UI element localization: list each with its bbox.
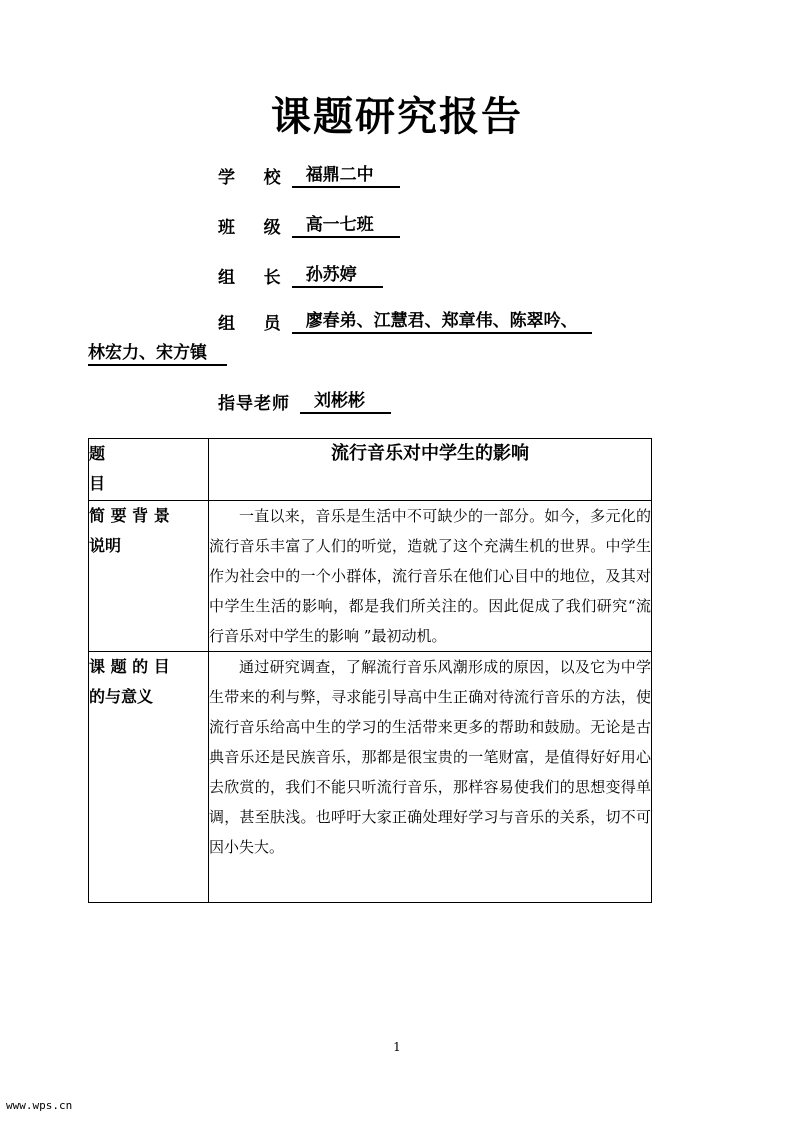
purpose-paragraph: 通过研究调查，了解流行音乐风潮形成的原因，以及它为中学生带来的利与弊，寻求能引导高中生正确对待流行音乐的方法，使流行音乐给高中生的学习的生活带来更多的帮助和鼓励。无论是古典音乐还是民族音乐，那都是很宝贵的一笔财富，是值得好好用心去欣赏的，我们不能只听流行音乐，那样容易使我们的思想变得单调，甚至肤浅。也呼吁大家正确处理好学习与音乐的关系，切不可因小失大。 bbox=[209, 657, 651, 856]
row-label-line: 目 bbox=[89, 474, 106, 494]
school-label: 学 校 bbox=[218, 168, 282, 188]
watermark: www.wps.cn bbox=[6, 1099, 73, 1112]
meta-row-leader bbox=[88, 260, 708, 288]
leader-label: 组 长 bbox=[218, 268, 282, 288]
header-meta-block bbox=[88, 160, 708, 424]
meta-row-school bbox=[88, 160, 708, 188]
class-value[interactable]: 高一七班 bbox=[292, 210, 400, 238]
meta-row-members bbox=[88, 306, 708, 334]
report-table bbox=[88, 438, 652, 903]
teacher-label: 指导老师 bbox=[218, 394, 290, 414]
teacher-value[interactable]: 刘彬彬 bbox=[300, 386, 391, 414]
class-label: 班 级 bbox=[218, 218, 282, 238]
members-label: 组 员 bbox=[218, 314, 282, 334]
page-title: 课题研究报告 bbox=[271, 94, 523, 140]
table-row bbox=[89, 651, 652, 902]
meta-row-teacher bbox=[88, 386, 708, 414]
row-label-line: 课 题 的 目 bbox=[89, 656, 170, 676]
meta-row-members-continued bbox=[88, 338, 708, 366]
members-value-continued[interactable]: 林宏力、宋方镇 bbox=[88, 338, 227, 366]
background-paragraph: 一直以来，音乐是生活中不可缺少的一部分。如今，多元化的流行音乐丰富了人们的听觉，造就了这个充满生机的世界。中学生作为社会中的一个小群体，流行音乐在他们心目中的地位，及其对中学生生活的影响，都是我们所关注的。因此促成了我们研究“流行音乐对中学生的影响 ”最初动机。 bbox=[209, 506, 651, 645]
row-label-line: 题 bbox=[89, 444, 106, 463]
row-label-line: 说明 bbox=[89, 536, 122, 556]
row-content-background bbox=[209, 500, 652, 651]
row-content-topic: 流行音乐对中学生的影响 bbox=[209, 439, 652, 501]
meta-row-class bbox=[88, 210, 708, 238]
members-value[interactable]: 廖春弟、江慧君、郑章伟、陈翠吟、 bbox=[292, 306, 592, 334]
table-row bbox=[89, 439, 652, 501]
row-label-background bbox=[89, 500, 209, 651]
table-row bbox=[89, 500, 652, 651]
row-label-line: 的与意义 bbox=[89, 687, 154, 707]
page-number: 1 bbox=[393, 1040, 401, 1054]
row-content-purpose bbox=[209, 651, 652, 902]
leader-value[interactable]: 孙苏婷 bbox=[292, 260, 383, 288]
row-label-purpose bbox=[89, 651, 209, 902]
row-label-topic bbox=[89, 439, 209, 501]
row-label-line: 简 要 背 景 bbox=[89, 505, 170, 525]
school-value[interactable]: 福鼎二中 bbox=[292, 160, 400, 188]
